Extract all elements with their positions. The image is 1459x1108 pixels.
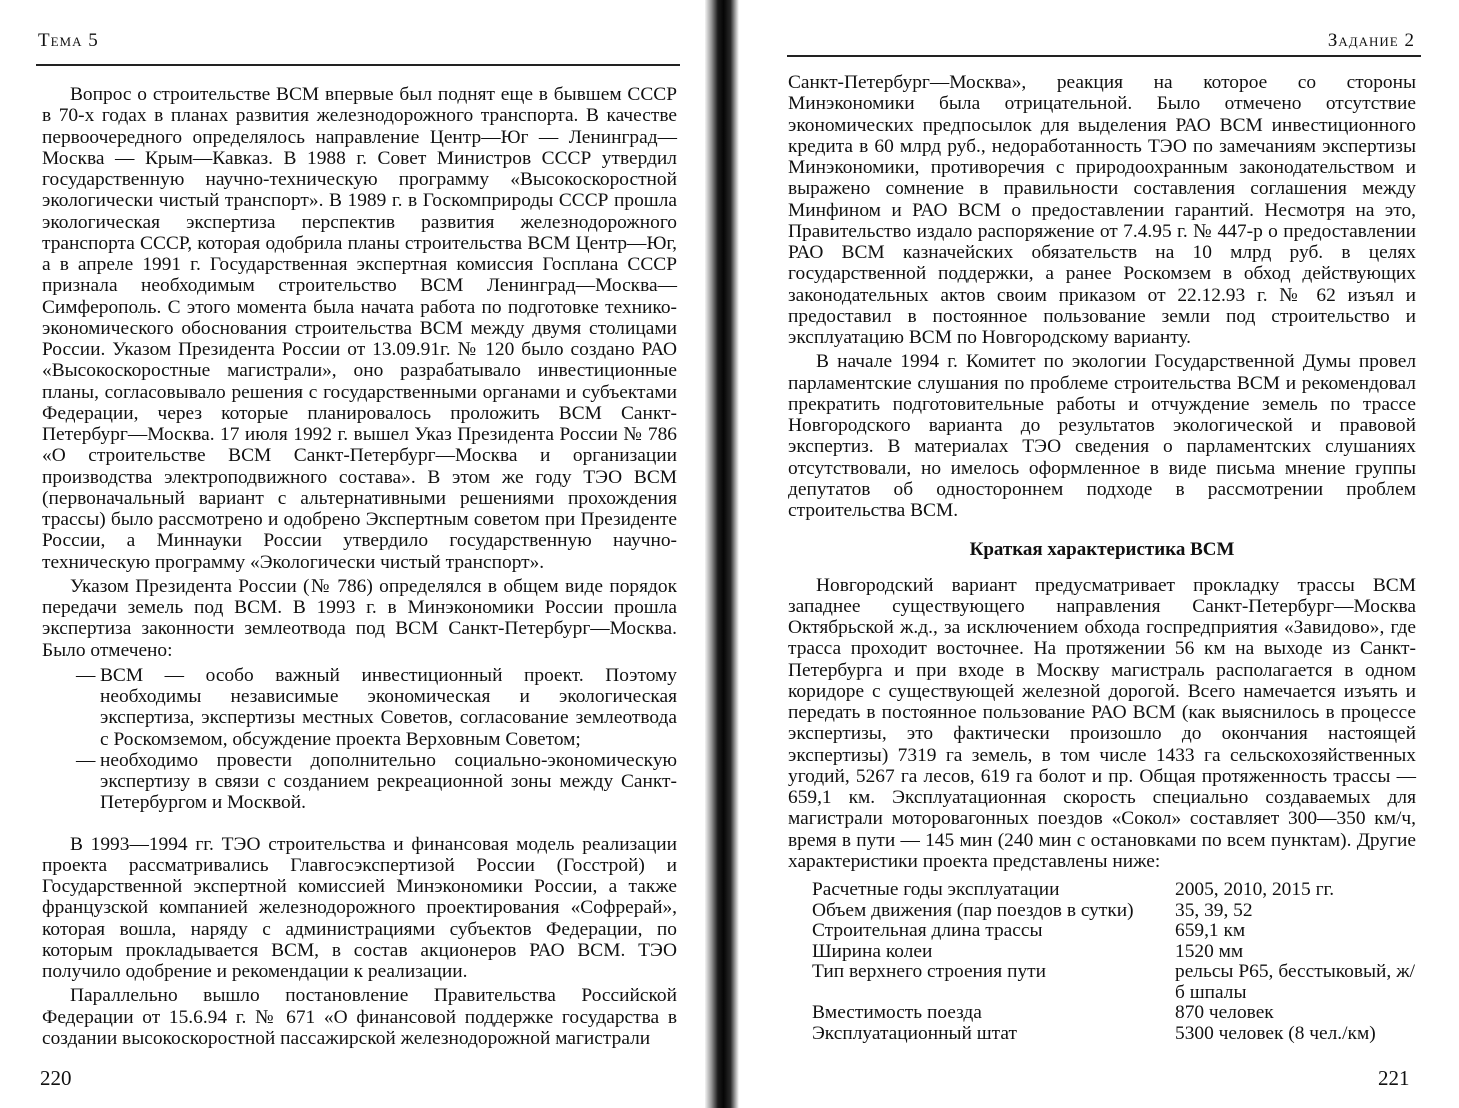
dash-list (42, 665, 677, 814)
running-head: Тема 5 (38, 30, 99, 51)
paragraph-continued: Санкт-Петербург—Москва», реакция на которое со стороны Минэкономики была отрицательной. Было отмечено отсутствие экономических предпосылок для выделения РАО ВСМ инвестиционного кредита в 60 млрд руб., недоработанность ТЭО по замечаниям экспертизы Минэкономики, противоречия с природоохранным законодательством и выражено сомнение в правильности составления соглашения между Минфином и РАО ВСМ о предоставлении гарантий. Несмотря на это, Правительство издало распоряжение от 7.4.95 г. № 447-р о предоставлении РАО ВСМ казначейских обязательств на 10 млрд руб. в целях государственной поддержки, а ранее Роскомзем в обход действующих законодательных актов своим приказом от 22.12.93 г. № 62 изъял и предоставил в постоянное пользование земли под строительство и эксплуатацию ВСМ по Новгородскому варианту. (788, 72, 1416, 348)
dash-marker: — (76, 749, 96, 771)
spec-label: Строительная длина трассы (812, 920, 1043, 941)
table-row (812, 901, 1415, 922)
paragraph: В 1993—1994 гг. ТЭО строительства и финансовая модель реализации проекта рассматривались Главгосэкспертизой России (Госстрой) и Государственной экспертной комиссией Минэкономики России, а также французской компанией железнодорожного проектирования «Софрерай», которая вошла, наряду с администрациями субъектов Федерации, по которым прокладывается ВСМ, в состав акционеров РАО ВСМ. ТЭО получило одобрение и рекомендации к реализации. (42, 833, 677, 982)
header-rule (36, 64, 680, 66)
table-row (812, 921, 1415, 942)
list-item-text: ВСМ — особо важный инвестиционный проект. Поэтому необходимы независимые экономическая и экологическая экспертиза, экспертизы местных Советов, согласование землеотвода с Роскомземом, обсуждение проекта Верховным Советом; (100, 664, 677, 750)
table-row (812, 1003, 1415, 1024)
paragraph: В начале 1994 г. Комитет по экологии Государственной Думы провел парламентские слушания по проблеме строительства ВСМ и рекомендовал прекратить подготовительные работы и отчуждение земель по трассе Новгородского варианта до результатов экологической и правовой экспертиз. В материалах ТЭО сведения о парламентских слушаниях отсутствовали, но имелось оформленное в виде письма мнение группы депутатов об одностороннем подходе в рассмотрении проблем строительства ВСМ. (788, 351, 1416, 521)
table-row (812, 1024, 1415, 1045)
list-item-text: необходимо провести дополнительно социально-экономическую экспертизу в связи с созданием рекреационной зоны между Санкт-Петербургом и Москвой. (100, 749, 677, 814)
specs-table (812, 880, 1415, 1044)
spec-label: Расчетные годы эксплуатации (812, 879, 1060, 900)
header-rule (787, 55, 1421, 57)
table-row (812, 962, 1415, 1003)
running-head: Задание 2 (1327, 30, 1415, 51)
spec-label: Вместимость поезда (812, 1002, 982, 1023)
dash-marker: — (76, 664, 96, 686)
body-text (788, 72, 1416, 1044)
spec-label: Тип верхнего строения пути (812, 961, 1046, 982)
spec-value: 35, 39, 52 (1175, 899, 1253, 921)
section-title: Краткая характеристика ВСМ (969, 539, 1235, 561)
list-item (42, 750, 677, 814)
spec-value: 5300 человек (8 чел./км) (1175, 1022, 1376, 1044)
list-item (42, 665, 677, 750)
body-text (42, 84, 677, 1049)
page-number: 220 (40, 1066, 72, 1090)
table-row (812, 880, 1415, 901)
spec-value: 1520 мм (1175, 940, 1244, 962)
spec-label: Эксплуатационный штат (812, 1022, 1017, 1044)
paragraph: Указом Президента России (№ 786) определялся в общем виде порядок передачи земель под ВСМ. В 1993 г. в Минэкономики России прошла экспертиза законности землеотвода под ВСМ Санкт-Петербург—Москва. Было отмечено: (42, 575, 677, 661)
paragraph: Новгородский вариант предусматривает прокладку трассы ВСМ западнее существующего направления Санкт-Петербург—Москва Октябрьской ж.д., за исключением обхода госпредприятия «Завидово», где трасса проходит восточнее. На протяжении 56 км на выходе из Санкт-Петербурга и при входе в Москву магистраль располагается в одном коридоре с существующей железной дорогой. Всего намечается изъять и передать в постоянное пользование РАО ВСМ (как выяснилось в процессе экспертизы, это фактически произошло до окончания настоящей экспертизы) 7319 га земель, в том числе 1433 га сельскохозяйственных угодий, 5267 га лесов, 619 га болот и пр. Общая протяженность трассы — 659,1 км. Эксплуатационная скорость специально создаваемых для магистрали моторовагонных поездов «Сокол» составляет 300—350 км/ч, время в пути — 145 мин (240 мин с остановками по всем пунктам). Другие характеристики проекта представлены ниже: (788, 574, 1416, 872)
left-page (0, 0, 710, 1108)
paragraph: Вопрос о строительстве ВСМ впервые был поднят еще в бывшем СССР в 70-х годах в планах развития железнодорожного транспорта. В качестве первоочередного определялось направление Центр—Юг — Ленинград—Москва — Крым—Кавказ. В 1988 г. Совет Министров СССР утвердил государственную научно-техническую программу «Высокоскоростной экологически чистый транспорт». В 1989 г. в Госкомприроды СССР прошла экологическая экспертиза перспектив развития железнодорожного транспорта СССР, которая одобрила планы строительства ВСМ Центр—Юг, а в апреле 1991 г. Государственная экспертная комиссия Госплана СССР признала необходимым строительство ВСМ Ленинград—Москва—Симферополь. С этого момента была начата работа по подготовке технико-экономического обоснования строительства ВСМ между двумя столицами России. Указом Президента России от 13.09.91г. № 120 было создано РАО «Высокоскоростные магистрали», оно разрабатывало инвестиционные планы, согласовывало решения с государственными органами и субъектами Федерации, через которые планировалось проложить ВСМ Санкт-Петербург—Москва. 17 июля 1992 г. вышел Указ Президента России № 786 «О строительстве ВСМ Санкт-Петербург—Москва и организации производства электроподвижного состава». В этом же году ТЭО ВСМ (первоначальный вариант с альтернативными решениями прохождения трассы) было рассмотрено и одобрено Экспертным советом при Президенте России, а Миннауки России утвердило государственную научно-техническую программу «Экологически чистый транспорт». (42, 84, 677, 573)
spec-label: Ширина колеи (812, 940, 933, 962)
page-number: 221 (1378, 1066, 1410, 1090)
spec-value: рельсы Р65, бесстыковый, ж/б шпалы (1175, 961, 1415, 1003)
spec-label: Объем движения (пар поездов в сутки) (812, 899, 1134, 921)
spec-value: 2005, 2010, 2015 гг. (1175, 879, 1335, 900)
paragraph: Параллельно вышло постановление Правительства Российской Федерации от 15.6.94 г. № 671 «О финансовой поддержке государства в создании высокоскоростной пассажирской железнодорожной магистрали (42, 985, 677, 1049)
right-page (742, 0, 1459, 1108)
spec-value: 659,1 км (1175, 920, 1246, 941)
table-row (812, 942, 1415, 963)
spec-value: 870 человек (1175, 1002, 1274, 1023)
spacer (42, 820, 677, 834)
book-spine-shadow (705, 0, 739, 1108)
